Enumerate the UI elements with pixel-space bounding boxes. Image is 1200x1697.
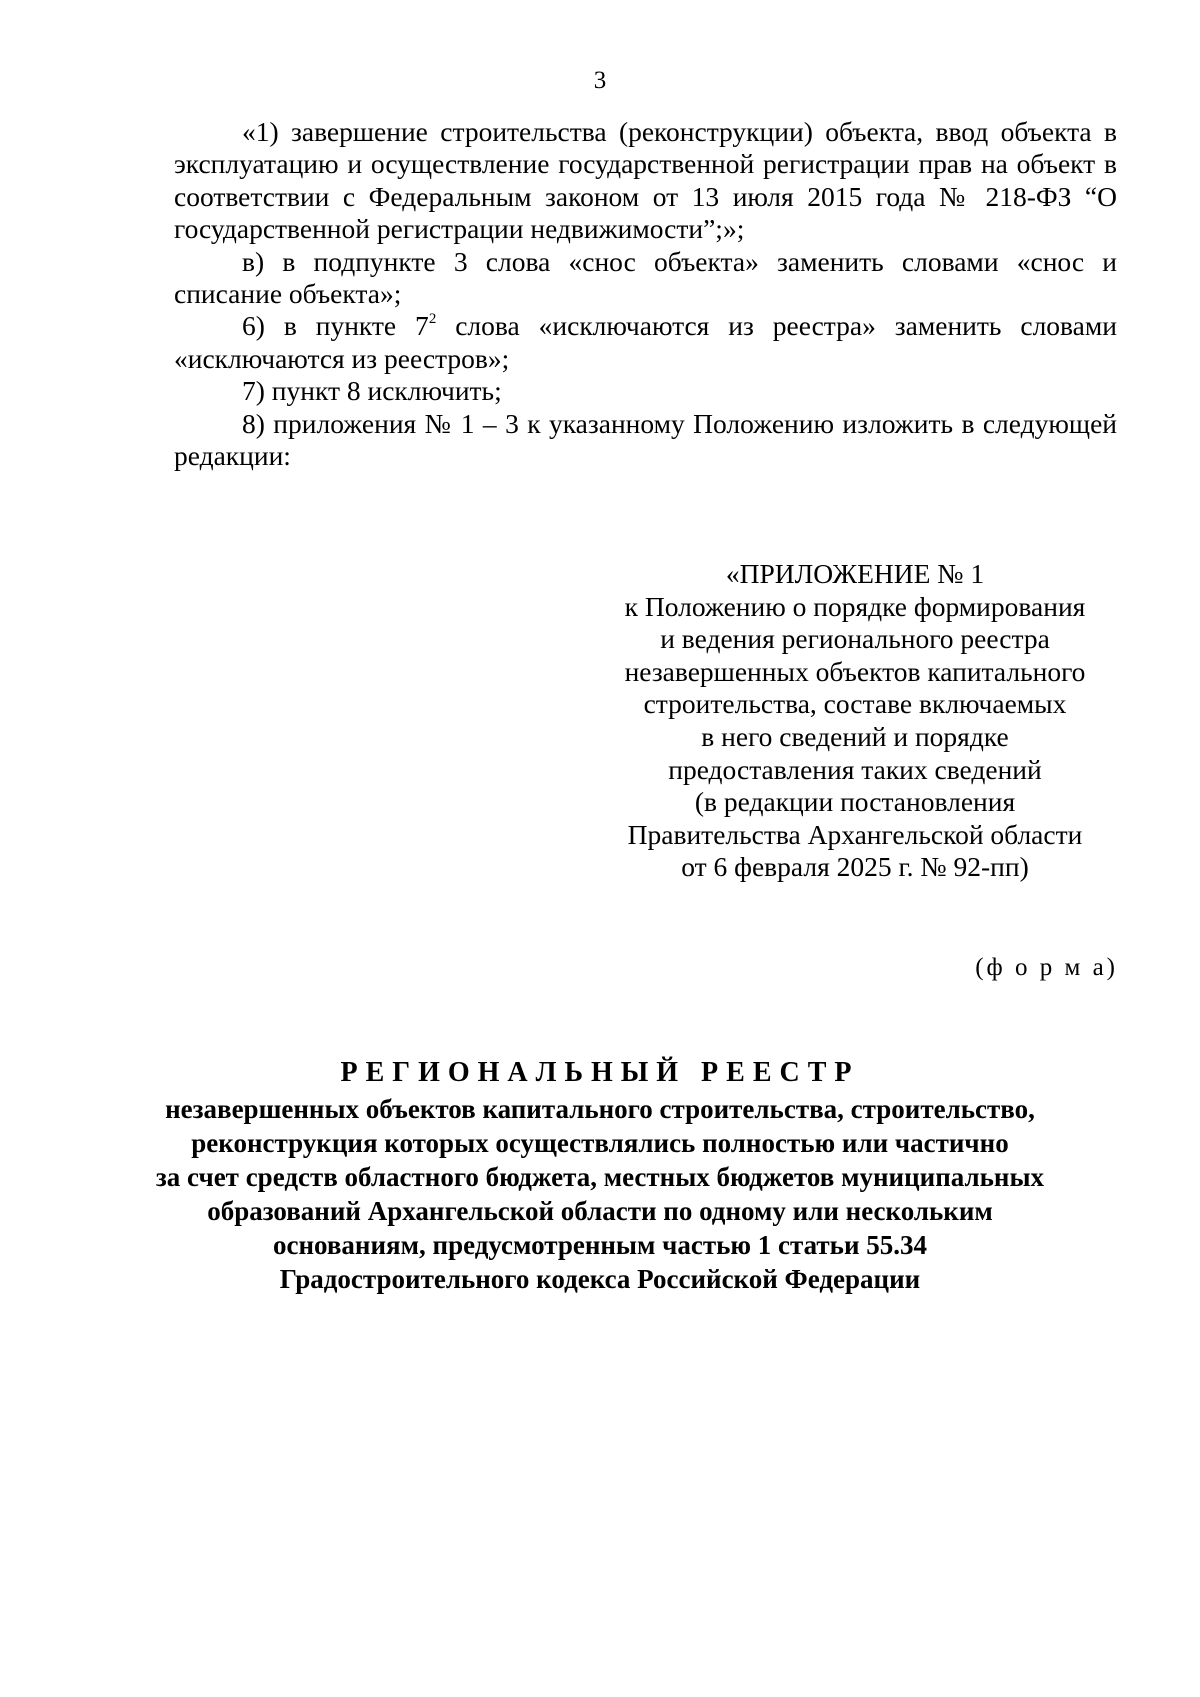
registry-subtitle-line: основаниям, предусмотренным частью 1 статьи 55.34: [272, 1230, 928, 1260]
registry-subtitle-line: незавершенных объектов капитального строительства, строительство,: [165, 1094, 1035, 1124]
amendment-text: [174, 116, 1117, 472]
registry-subtitle-line: образований Архангельской области по одному или нескольким: [207, 1196, 993, 1226]
registry-subtitle-line: реконструкция которых осуществлялись полностью или частично: [191, 1128, 1009, 1158]
appendix-line: и ведения регионального реестра: [660, 623, 1050, 655]
appendix-line: Правительства Архангельской области: [627, 818, 1083, 850]
paragraph-item-1: «1) завершение строительства (реконструкции) объекта, ввод объекта в эксплуатацию и осуществление государственной регистрации прав на объект в соответствии с Федеральным законом от 13 июля 2015 года № 218-ФЗ “О государственной регистрации недвижимости”;»;: [174, 116, 1117, 245]
paragraph-item-v: в) в подпункте 3 слова «снос объекта» заменить словами «снос и списание объекта»;: [174, 245, 1117, 310]
appendix-line: к Положению о порядке формирования: [624, 590, 1086, 622]
superscript: 2: [428, 311, 437, 328]
appendix-line: предоставления таких сведений: [668, 753, 1042, 785]
appendix-line: «ПРИЛОЖЕНИЕ № 1: [725, 558, 985, 589]
paragraph-item-6: [174, 310, 1117, 375]
appendix-line: от 6 февраля 2025 г. № 92-пп): [681, 851, 1029, 883]
appendix-line: строительства, составе включаемых: [643, 688, 1067, 720]
paragraph-item-6-start: 6) в пункте 7: [242, 310, 429, 342]
page-number: 3: [593, 67, 607, 94]
paragraph-item-6-end: слова «исключаются из реестра» заменить словами «исключаются из реестров»;: [174, 310, 1117, 374]
paragraph-item-7: 7) пункт 8 исключить;: [242, 375, 502, 407]
registry-title: РЕГИОНАЛЬНЫЙ РЕЕСТР: [340, 1057, 860, 1088]
registry-subtitle-line: Градостроительного кодекса Российской Федерации: [279, 1264, 921, 1294]
appendix-line: незавершенных объектов капитального: [624, 655, 1086, 687]
registry-subtitle-line: за счет средств областного бюджета, местных бюджетов муниципальных: [155, 1162, 1045, 1192]
appendix-header: [590, 558, 1120, 884]
registry-subtitle: [0, 1092, 1200, 1296]
appendix-line: (в редакции постановления: [694, 786, 1016, 818]
form-label: (ф о р м а): [975, 954, 1118, 981]
paragraph-item-8: 8) приложения № 1 – 3 к указанному Положению изложить в следующей редакции:: [174, 407, 1117, 472]
appendix-line: в него сведений и порядке: [701, 720, 1009, 752]
